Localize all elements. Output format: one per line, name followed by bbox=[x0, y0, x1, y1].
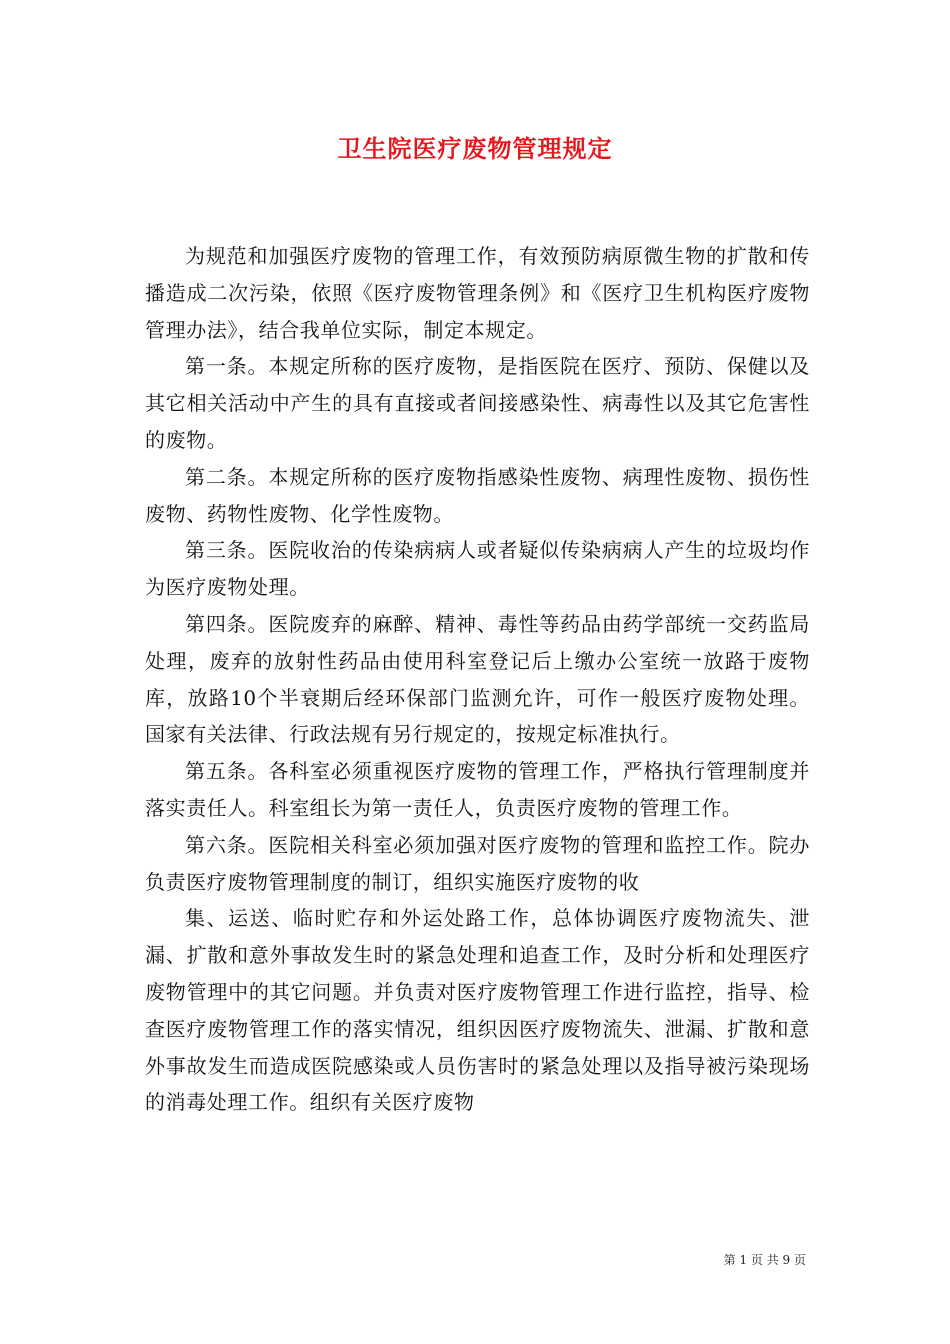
paragraph-article-6-continued: 集、运送、临时贮存和外运处路工作，总体协调医疗废物流失、泄漏、扩散和意外事故发生时的紧急处理和追查工作，及时分析和处理医疗废物管理中的其它问题。并负责对医疗废物管理工作进行监控，指导、检查医疗废物管理工作的落实情况，组织因医疗废物流失、泄漏、扩散和意外事故发生而造成医院感染或人员伤害时的紧急处理以及指导被污染现场的消毒处理工作。组织有关医疗废物 bbox=[145, 906, 810, 1115]
paragraph-article-5: 第五条。各科室必须重视医疗废物的管理工作，严格执行管理制度并落实责任人。科室组长为第一责任人，负责医疗废物的管理工作。 bbox=[145, 759, 810, 820]
page-number: 第 1 页 共 9 页 bbox=[723, 1253, 806, 1267]
paragraph-article-2: 第二条。本规定所称的医疗废物指感染性废物、病理性废物、损伤性废物、药物性废物、化学性废物。 bbox=[145, 464, 810, 526]
paragraph-article-3: 第三条。医院收治的传染病病人或者疑似传染病病人产生的垃圾均作为医疗废物处理。 bbox=[145, 538, 810, 600]
page-title: 卫生院医疗废物管理规定 bbox=[337, 134, 613, 163]
paragraph-article-4: 第四条。医院废弃的麻醉、精神、毒性等药品由药学部统一交药监局处理，废弃的放射性药品由使用科室登记后上缴办公室统一放路于废物库，放路10个半衰期后经环保部门监测允许，可作一般医疗废物处理。国家有关法律、行政法规有另行规定的，按规定标准执行。 bbox=[145, 611, 810, 747]
document-body bbox=[145, 238, 810, 1121]
paragraph-preamble: 为规范和加强医疗废物的管理工作，有效预防病原微生物的扩散和传播造成二次污染，依照《医疗废物管理条例》和《医疗卫生机构医疗废物管理办法》，结合我单位实际，制定本规定。 bbox=[145, 244, 810, 342]
paragraph-article-6: 第六条。医院相关科室必须加强对医疗废物的管理和监控工作。院办负责医疗废物管理制度的制订，组织实施医疗废物的收 bbox=[145, 832, 810, 894]
paragraph-article-1: 第一条。本规定所称的医疗废物，是指医院在医疗、预防、保健以及其它相关活动中产生的具有直接或者间接感染性、病毒性以及其它危害性的废物。 bbox=[145, 354, 810, 452]
